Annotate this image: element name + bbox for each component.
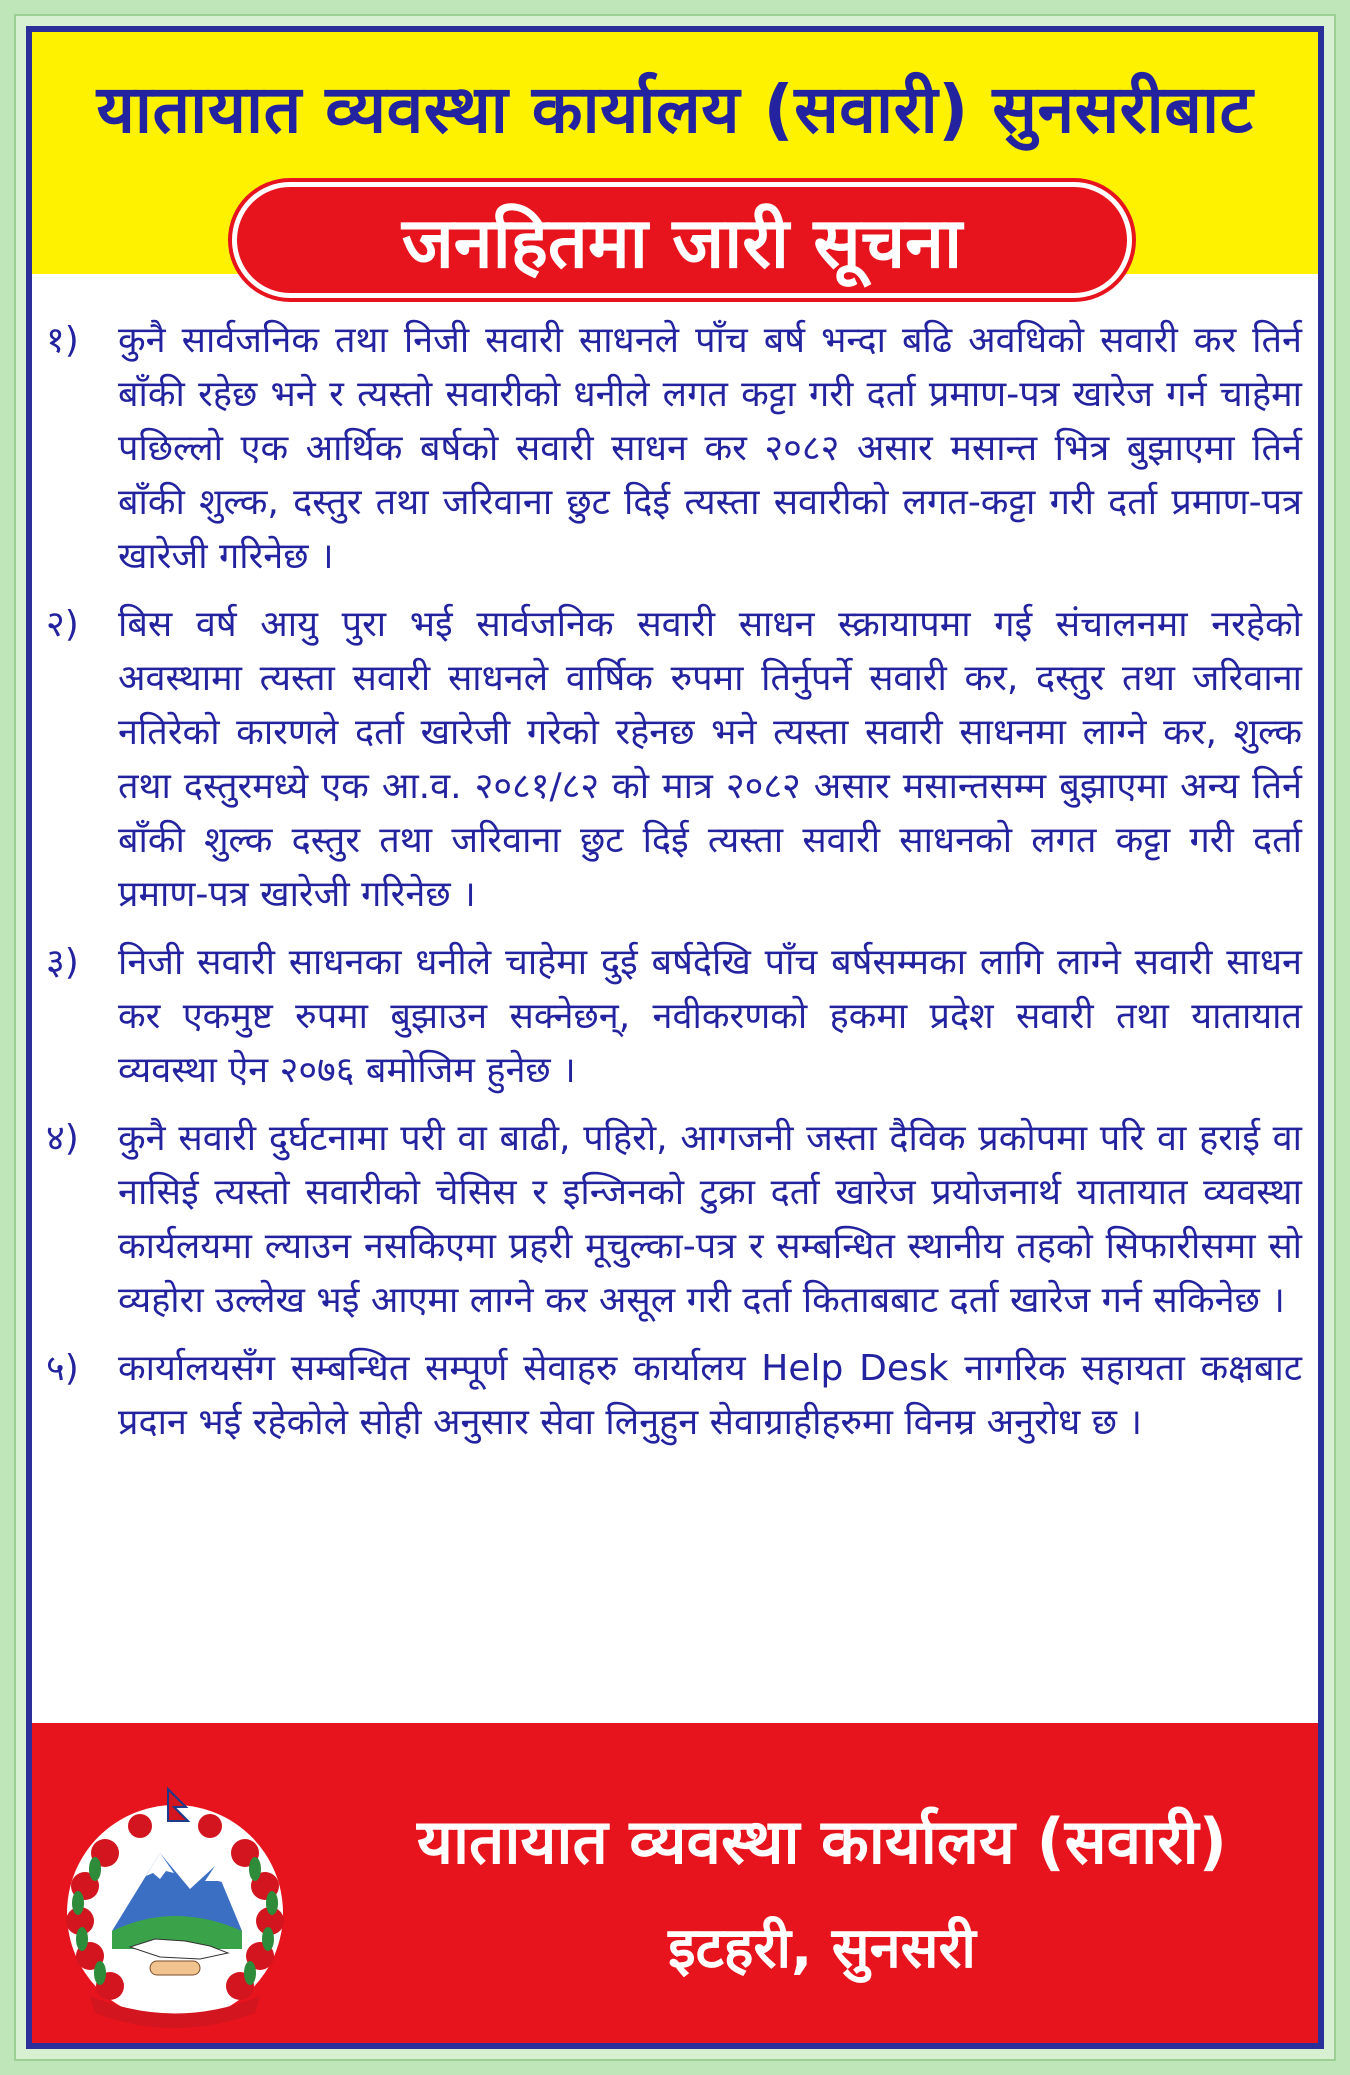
list-item xyxy=(46,314,1302,584)
notice-list xyxy=(46,314,1302,1464)
office-name: यातायात व्यवस्था कार्यालय (सवारी) xyxy=(417,1805,1227,1878)
item-number: १) xyxy=(46,320,79,361)
notice-banner xyxy=(232,182,1132,298)
item-number: ४) xyxy=(46,1118,79,1159)
notice-poster xyxy=(26,26,1324,2049)
notice-label: जनहितमा जारी सूचना xyxy=(401,202,963,284)
footer-band xyxy=(32,1723,1318,2043)
list-item xyxy=(46,1342,1302,1450)
page-title: यातायात व्यवस्था कार्यालय (सवारी) सुनसरीबाट xyxy=(96,71,1254,148)
item-number: ३) xyxy=(46,942,79,983)
item-text: कार्यालयसँग सम्बन्धित सम्पूर्ण सेवाहरु कार्यालय Help Desk नागरिक सहायता कक्षबाट प्रदान भई रहेकोले सोही अनुसार सेवा लिनुहुन सेवाग्राहीहरुमा विनम्र अनुरोध छ । xyxy=(118,1348,1302,1443)
list-item xyxy=(46,936,1302,1098)
list-item xyxy=(46,1112,1302,1328)
item-number: २) xyxy=(46,604,79,645)
list-item xyxy=(46,598,1302,922)
item-text: निजी सवारी साधनका धनीले चाहेमा दुई बर्षदेखि पाँच बर्षसम्मका लागि लाग्ने सवारी साधन कर एकमुष्ट रुपमा बुझाउन सक्नेछन्, नवीकरणको हकमा प्रदेश सवारी तथा यातायात व्यवस्था ऐन २०७६ बमोजिम हुनेछ । xyxy=(118,942,1302,1091)
nepal-emblem-icon xyxy=(50,1781,300,2031)
item-text: कुनै सवारी दुर्घटनामा परी वा बाढी, पहिरो, आगजनी जस्ता दैविक प्रकोपमा परि वा हराई वा नासिई त्यस्तो सवारीको चेसिस र इन्जिनको टुक्रा दर्ता खारेज प्रयोजनार्थ यातायात व्यवस्था कार्यलयमा ल्याउन नसकिएमा प्रहरी मूचुल्का-पत्र र सम्बन्धित स्थानीय तहको सिफारीसमा सो व्यहोरा उल्लेख भई आएमा लाग्ने कर असूल गरी दर्ता किताबबाट दर्ता खारेज गर्न सकिनेछ । xyxy=(118,1118,1302,1321)
office-location: इटहरी, सुनसरी xyxy=(668,1916,976,1981)
item-text: कुनै सार्वजनिक तथा निजी सवारी साधनले पाँच बर्ष भन्दा बढि अवधिको सवारी कर तिर्न बाँकी रहेछ भने र त्यस्तो सवारीको धनीले लगत कट्टा गरी दर्ता प्रमाण-पत्र खारेज गर्न चाहेमा पछिल्लो एक आर्थिक बर्षको सवारी साधन कर २०८२ असार मसान्त भित्र बुझाएमा तिर्न बाँकी शुल्क, दस्तुर तथा जरिवाना छुट दिई त्यस्ता सवारीको लगत-कट्टा गरी दर्ता प्रमाण-पत्र खारेजी गरिनेछ । xyxy=(118,320,1302,577)
item-number: ५) xyxy=(46,1348,79,1389)
item-text: बिस वर्ष आयु पुरा भई सार्वजनिक सवारी साधन स्क्रायापमा गई संचालनमा नरहेको अवस्थामा त्यस्ता सवारी साधनले वार्षिक रुपमा तिर्नुपर्ने सवारी कर, दस्तुर तथा जरिवाना नतिरेको कारणले दर्ता खारेजी गरेको रहेनछ भने त्यस्ता सवारी साधनमा लाग्ने कर, शुल्क तथा दस्तुरमध्ये एक आ.व. २०८१/८२ को मात्र २०८२ असार मसान्तसम्म बुझाएमा अन्य तिर्न बाँकी शुल्क दस्तुर तथा जरिवाना छुट दिई त्यस्ता सवारी साधनको लगत कट्टा गरी दर्ता प्रमाण-पत्र खारेजी गरिनेछ । xyxy=(118,604,1302,915)
